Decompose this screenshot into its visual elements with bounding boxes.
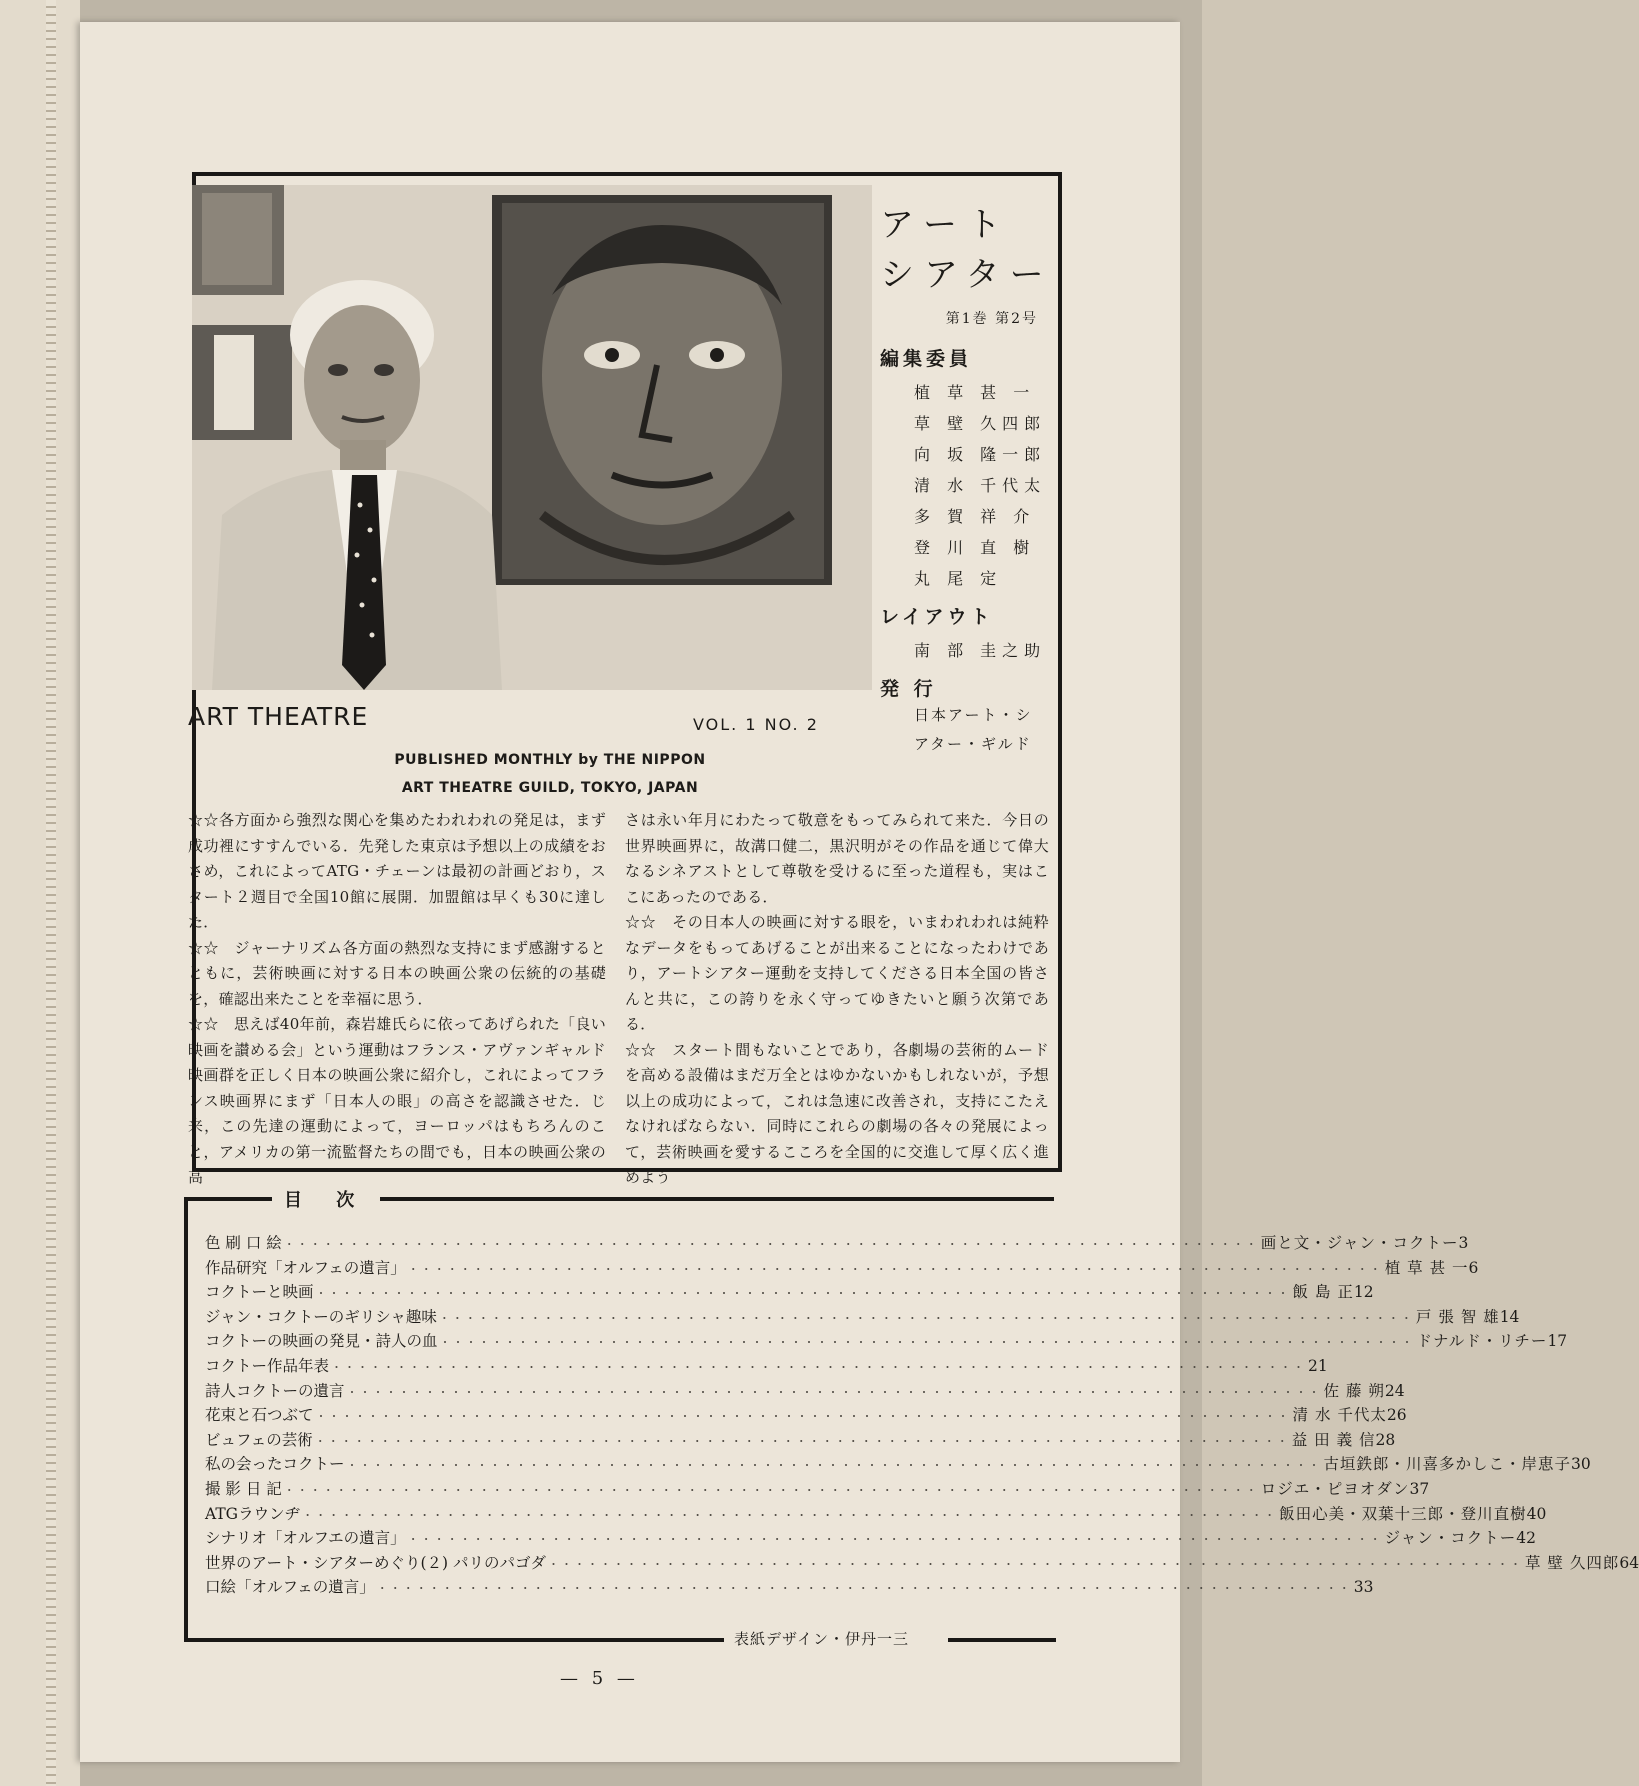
photo-illustration xyxy=(192,185,872,690)
toc-author: 古垣鉄郎・川喜多かしこ・岸恵子 xyxy=(1323,1455,1572,1474)
editor-name: 向 坂 隆一郎 xyxy=(914,445,1047,464)
english-publisher xyxy=(380,746,720,802)
editorial-column-1 xyxy=(188,808,606,1191)
toc-author: ロジエ・ピヨオダン xyxy=(1260,1479,1410,1498)
toc-row[interactable] xyxy=(205,1452,1591,1477)
toc-title: ジャン・コクトーのギリシャ趣味 xyxy=(205,1307,437,1326)
editor-name: 植 草 甚 一 xyxy=(914,383,1036,402)
editor-name: 丸 尾 定 xyxy=(914,569,1003,588)
toc-page: 12 xyxy=(1353,1283,1374,1302)
toc-leader: ・・・・・・・・・・・・・・・・・・・・・・・・・・・・・・・・・・・・・・・・・・・・・・・・・・・・・・・・・・・・・・・・・・・・・・・・・・・ xyxy=(376,1582,1352,1596)
toc-page: 64 xyxy=(1619,1553,1639,1572)
toc-row[interactable] xyxy=(205,1551,1639,1576)
staple-binding xyxy=(46,0,56,1786)
toc-title: ビュフェの芸術 xyxy=(205,1430,313,1449)
toc-bottom-rule-end xyxy=(948,1638,1056,1642)
toc-leader: ・・・・・・・・・・・・・・・・・・・・・・・・・・・・・・・・・・・・・・・・・・・・・・・・・・・・・・・・・・・・・・・・・・・・・・・・・・・ xyxy=(407,1533,1383,1547)
toc-page: 40 xyxy=(1526,1504,1547,1523)
editor-name: 多 賀 祥 介 xyxy=(914,507,1036,526)
toc-page: 21 xyxy=(1308,1356,1328,1375)
layout-heading: レイアウト xyxy=(880,606,994,628)
toc-page: 26 xyxy=(1386,1406,1407,1425)
toc-page: 28 xyxy=(1375,1430,1396,1449)
toc-author: 益 田 義 信 xyxy=(1291,1430,1376,1449)
toc-row[interactable] xyxy=(205,1477,1430,1502)
publisher-line2: アター・ギルド xyxy=(914,735,1032,753)
toc-row[interactable] xyxy=(205,1256,1479,1281)
layout-name: 南 部 圭之助 xyxy=(914,641,1047,660)
toc-title: 詩人コクトーの遺言 xyxy=(205,1381,345,1400)
page-number: — 5 — xyxy=(560,1668,639,1689)
publisher-heading: 発 行 xyxy=(880,678,937,700)
toc-bottom-rule xyxy=(184,1638,724,1642)
toc-title: 私の会ったコクトー xyxy=(205,1455,345,1474)
toc-leader: ・・・・・・・・・・・・・・・・・・・・・・・・・・・・・・・・・・・・・・・・・・・・・・・・・・・・・・・・・・・・・・・・・・・・・・・・・・・ xyxy=(346,1459,1322,1473)
publisher-line1: 日本アート・シ xyxy=(914,706,1033,724)
toc-heading: 目 次 xyxy=(272,1186,380,1212)
toc-leader: ・・・・・・・・・・・・・・・・・・・・・・・・・・・・・・・・・・・・・・・・・・・・・・・・・・・・・・・・・・・・・・・・・・・・・・・・・・・ xyxy=(547,1557,1523,1571)
toc-title: 口絵「オルフェの遺言」 xyxy=(205,1578,375,1597)
previous-page-edge xyxy=(0,0,80,1786)
toc-author: 植 草 甚 一 xyxy=(1384,1258,1469,1277)
toc-leader: ・・・・・・・・・・・・・・・・・・・・・・・・・・・・・・・・・・・・・・・・・・・・・・・・・・・・・・・・・・・・・・・・・・・・・・・・・・・ xyxy=(314,1434,1290,1448)
toc-row[interactable] xyxy=(205,1329,1568,1354)
toc-title: 作品研究「オルフェの遺言」 xyxy=(205,1258,406,1277)
volume-number: VOL. 1 NO. 2 xyxy=(693,715,819,734)
toc-leader: ・・・・・・・・・・・・・・・・・・・・・・・・・・・・・・・・・・・・・・・・・・・・・・・・・・・・・・・・・・・・・・・・・・・・・・・・・・・ xyxy=(283,1483,1259,1497)
english-title: ART THEATRE xyxy=(188,702,369,731)
toc-page: 6 xyxy=(1468,1258,1479,1277)
toc-page: 33 xyxy=(1353,1578,1374,1597)
toc-leader: ・・・・・・・・・・・・・・・・・・・・・・・・・・・・・・・・・・・・・・・・・・・・・・・・・・・・・・・・・・・・・・・・・・・・・・・・・・・ xyxy=(302,1508,1278,1522)
issue-number: 第1巻 第2号 xyxy=(945,311,1038,327)
toc-author: 画と文・ジャン・コクトー xyxy=(1260,1234,1459,1252)
toc-author: ジャン・コクトー xyxy=(1384,1529,1517,1548)
toc-leader: ・・・・・・・・・・・・・・・・・・・・・・・・・・・・・・・・・・・・・・・・・・・・・・・・・・・・・・・・・・・・・・・・・・・・・・・・・・・ xyxy=(331,1360,1307,1374)
editors-heading: 編集委員 xyxy=(880,348,973,370)
toc-list xyxy=(205,1231,1639,1600)
toc-title: コクトーと映画 xyxy=(205,1283,314,1302)
toc-page: 3 xyxy=(1458,1234,1469,1252)
toc-page: 37 xyxy=(1409,1479,1430,1498)
japanese-title-line1: アート xyxy=(880,205,1011,245)
editorial-paragraph: ☆☆ ジャーナリズム各方面の熱烈な支持にまず感謝するとともに，芸術映画に対する日本の映画公衆の伝統的の基礎を，確認出来たことを幸福に思う． xyxy=(188,938,606,1008)
toc-row[interactable] xyxy=(205,1280,1374,1305)
cover-design-credit: 表紙デザイン・伊丹一三 xyxy=(734,1630,909,1648)
masthead xyxy=(880,200,1060,759)
layout-credit xyxy=(880,635,1060,666)
toc-row[interactable] xyxy=(205,1526,1537,1551)
toc-title: シナリオ「オルフエの遺言」 xyxy=(205,1529,406,1548)
toc-title: 撮 影 日 記 xyxy=(205,1479,282,1498)
toc-row[interactable] xyxy=(205,1502,1547,1527)
toc-author: ドナルド・リチー xyxy=(1416,1332,1548,1351)
toc-title: 色 刷 口 絵 xyxy=(205,1234,282,1252)
toc-leader: ・・・・・・・・・・・・・・・・・・・・・・・・・・・・・・・・・・・・・・・・・・・・・・・・・・・・・・・・・・・・・・・・・・・・・・・・・・・ xyxy=(438,1311,1414,1325)
japanese-title-line2: シアター xyxy=(880,255,1054,295)
toc-author: 飯 島 正 xyxy=(1292,1283,1354,1302)
toc-page: 42 xyxy=(1516,1529,1537,1548)
toc-leader: ・・・・・・・・・・・・・・・・・・・・・・・・・・・・・・・・・・・・・・・・・・・・・・・・・・・・・・・・・・・・・・・・・・・・・・・・・・・ xyxy=(283,1238,1259,1251)
toc-title: コクトー作品年表 xyxy=(205,1356,330,1375)
toc-row[interactable] xyxy=(205,1354,1328,1379)
editor-name: 登 川 直 樹 xyxy=(914,538,1036,557)
toc-leader: ・・・・・・・・・・・・・・・・・・・・・・・・・・・・・・・・・・・・・・・・・・・・・・・・・・・・・・・・・・・・・・・・・・・・・・・・・・・ xyxy=(315,1287,1291,1301)
toc-title: ATGラウンヂ xyxy=(205,1504,301,1523)
toc-leader: ・・・・・・・・・・・・・・・・・・・・・・・・・・・・・・・・・・・・・・・・・・・・・・・・・・・・・・・・・・・・・・・・・・・・・・・・・・・ xyxy=(407,1262,1383,1276)
toc-page: 17 xyxy=(1547,1332,1568,1351)
toc-row[interactable] xyxy=(205,1379,1405,1404)
toc-leader: ・・・・・・・・・・・・・・・・・・・・・・・・・・・・・・・・・・・・・・・・・・・・・・・・・・・・・・・・・・・・・・・・・・・・・・・・・・・ xyxy=(315,1410,1291,1424)
toc-row[interactable] xyxy=(205,1231,1469,1256)
toc-title: 花束と石つぶて xyxy=(205,1406,314,1425)
toc-leader: ・・・・・・・・・・・・・・・・・・・・・・・・・・・・・・・・・・・・・・・・・・・・・・・・・・・・・・・・・・・・・・・・・・・・・・・・・・・ xyxy=(346,1385,1322,1399)
toc-leader: ・・・・・・・・・・・・・・・・・・・・・・・・・・・・・・・・・・・・・・・・・・・・・・・・・・・・・・・・・・・・・・・・・・・・・・・・・・・ xyxy=(439,1336,1415,1350)
toc-page: 30 xyxy=(1571,1455,1591,1474)
editor-name: 清 水 千代太 xyxy=(914,476,1047,495)
editor-name: 草 壁 久四郎 xyxy=(914,414,1047,433)
toc-author: 戸 張 智 雄 xyxy=(1415,1307,1500,1326)
english-publisher-line1: PUBLISHED MONTHLY by THE NIPPON xyxy=(394,752,706,768)
toc-title: 世界のアート・シアターめぐり(２) パリのパゴダ xyxy=(205,1553,546,1572)
toc-row[interactable] xyxy=(205,1403,1407,1428)
editorial-paragraph: ☆☆ 思えば40年前，森岩雄氏らに依ってあげられた「良い映画を讃める会」という運動はフランス・アヴァンギャルド映画群を正しく日本の映画公衆に紹介し，これによってフランス映画界にまず「日本人の眼」の高さを認識させた．じ来，この先達の運動によって，ヨーロッパはもちろんのこと，アメリカの第一流監督たちの間でも，日本の映画公衆の高 xyxy=(188,1015,606,1186)
english-publisher-line2: ART THEATRE GUILD, TOKYO, JAPAN xyxy=(401,780,699,796)
toc-row[interactable] xyxy=(205,1305,1520,1330)
editorial-paragraph: さは永い年月にわたって敬意をもってみられて来た．今日の世界映画界に，故溝口健二，黒沢明がその作品を通じて偉大なるシネアストとして尊敬を受けるに至った道程も，実はここにあったのである． xyxy=(625,811,1049,906)
toc-page: 24 xyxy=(1384,1381,1405,1400)
toc-author: 草 壁 久四郎 xyxy=(1524,1553,1620,1572)
toc-author: 飯田心美・双葉十三郎・登川直樹 xyxy=(1279,1504,1527,1523)
editorial-paragraph: ☆☆ その日本人の映画に対する眼を，いまわれわれは純粋なデータをもってあげることが出来ることになったわけであり，アートシアター運動を支持してくださる日本全国の皆さんと共に，この誇りを永く守ってゆきたいと願う次第である． xyxy=(625,913,1049,1033)
editors-list xyxy=(880,377,1060,594)
editorial-column-2 xyxy=(625,808,1049,1191)
toc-row[interactable] xyxy=(205,1575,1374,1600)
toc-author: 清 水 千代太 xyxy=(1292,1406,1387,1425)
toc-page: 14 xyxy=(1499,1307,1520,1326)
toc-row[interactable] xyxy=(205,1428,1396,1453)
cover-photograph xyxy=(192,185,872,690)
editorial-paragraph: ☆☆各方面から強烈な関心を集めたわれわれの発足は，まず成功裡にすすんでいる．先発した東京は予想以上の成績をおさめ，これによってATG・チェーンは最初の計画どおり，スタート２週目で全国10館に展開．加盟館は早くも30に達した． xyxy=(188,811,606,931)
toc-title: コクトーの映画の発見・詩人の血 xyxy=(205,1332,438,1351)
editorial-paragraph: ☆☆ スタート間もないことであり，各劇場の芸術的ムードを高める設備はまだ万全とはゆかないかもしれないが，予想以上の成功によって，これは急速に改善され，支持にこたえなければならない．同時にこれらの劇場の各々の発展によって，芸術映画を愛するこころを全国的に交進して厚く広く進めよう xyxy=(625,1040,1049,1186)
toc-author: 佐 藤 朔 xyxy=(1323,1381,1385,1400)
